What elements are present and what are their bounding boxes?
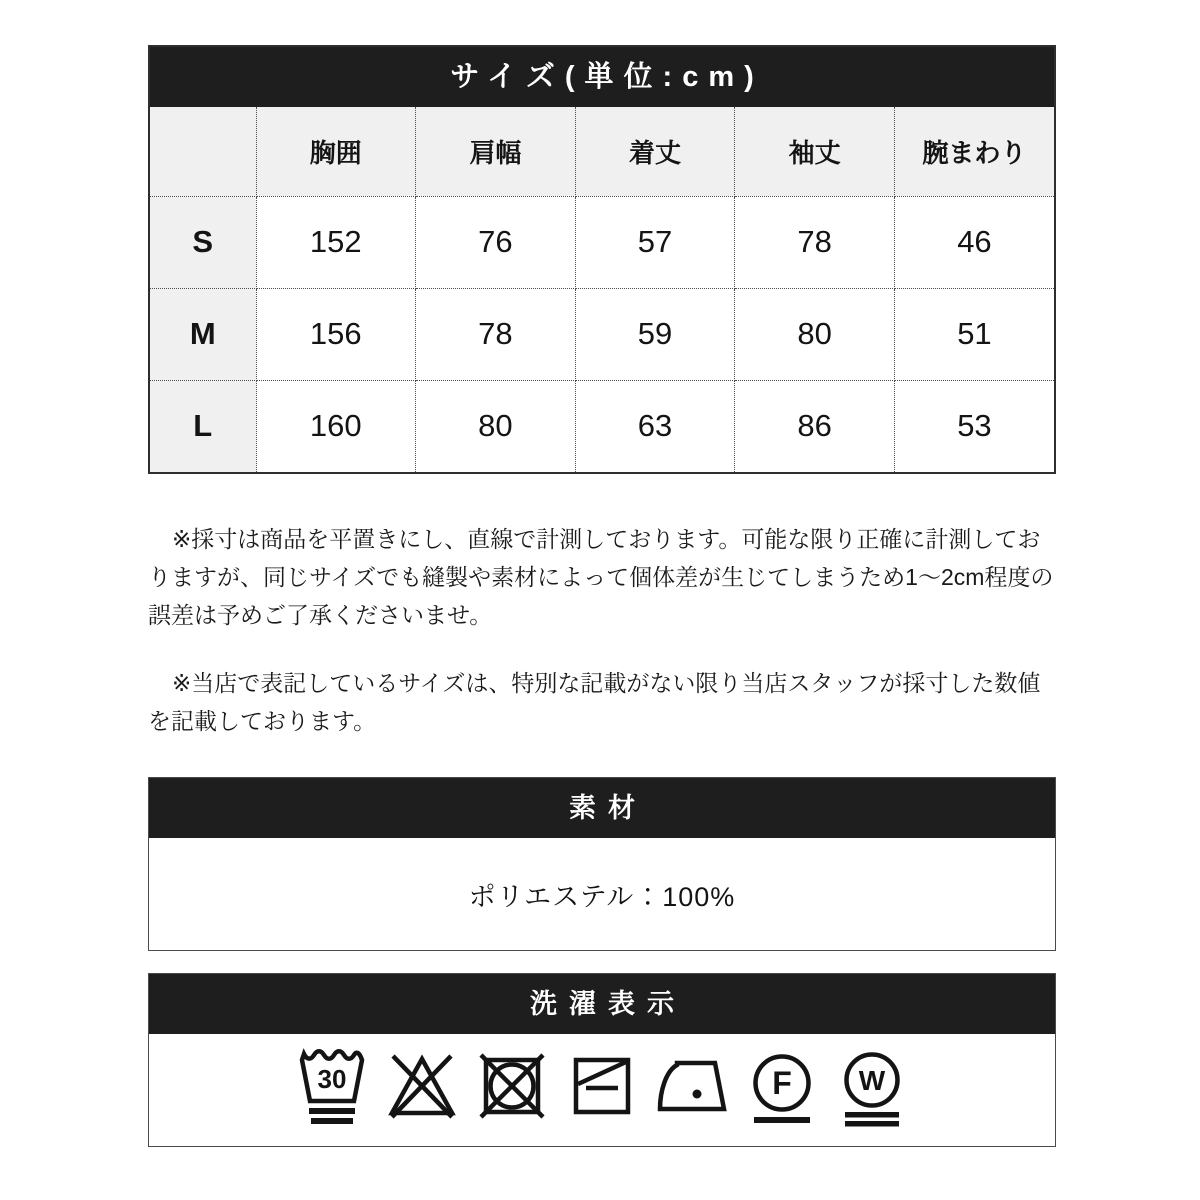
size-table-section <box>148 45 1056 474</box>
note-staff-measured: ※当店で表記しているサイズは、特別な記載がない限り当店スタッフが採寸した数値を記載しております。 <box>148 670 1041 734</box>
flat-dry-shade-icon <box>566 1047 638 1133</box>
size-label-m: M <box>150 288 256 380</box>
product-spec-page <box>148 0 1056 1147</box>
wash-30-icon <box>296 1047 368 1133</box>
cell-value: 59 <box>575 288 735 380</box>
table-row-l <box>150 380 1054 472</box>
cell-value: 78 <box>735 196 895 288</box>
size-table-header-row <box>150 107 1054 196</box>
material-title: 素材 <box>149 778 1055 838</box>
corner-cell <box>150 107 256 196</box>
cell-value: 63 <box>575 380 735 472</box>
cell-value: 57 <box>575 196 735 288</box>
material-section <box>148 777 1056 951</box>
cell-value: 152 <box>256 196 416 288</box>
size-label-s: S <box>150 196 256 288</box>
size-table <box>150 107 1054 472</box>
column-header-shoulder: 肩幅 <box>416 107 576 196</box>
column-header-chest: 胸囲 <box>256 107 416 196</box>
care-icons-row <box>149 1034 1055 1146</box>
size-table-title: サイズ(単位:cm) <box>150 47 1054 107</box>
cell-value: 80 <box>416 380 576 472</box>
measurement-notes <box>148 520 1056 740</box>
wet-clean-w-icon <box>836 1047 908 1133</box>
cell-value: 78 <box>416 288 576 380</box>
cell-value: 80 <box>735 288 895 380</box>
svg-text:F: F <box>772 1065 792 1101</box>
column-header-arm: 腕まわり <box>894 107 1054 196</box>
svg-text:W: W <box>858 1065 886 1096</box>
size-label-l: L <box>150 380 256 472</box>
material-value: ポリエステル：100% <box>468 881 736 912</box>
iron-low-icon <box>656 1047 728 1133</box>
column-header-length: 着丈 <box>575 107 735 196</box>
cell-value: 51 <box>894 288 1054 380</box>
dry-clean-f-icon <box>746 1047 818 1133</box>
cell-value: 160 <box>256 380 416 472</box>
note-measurement-method: ※採寸は商品を平置きにし、直線で計測しております。可能な限り正確に計測しておりますが、同じサイズでも縫製や素材によって個体差が生じてしまうため1〜2cm程度の誤差は予めご了承くださいませ。 <box>148 526 1054 628</box>
washing-title: 洗濯表示 <box>149 974 1055 1034</box>
column-header-sleeve: 袖丈 <box>735 107 895 196</box>
cell-value: 156 <box>256 288 416 380</box>
cell-value: 86 <box>735 380 895 472</box>
table-row-s <box>150 196 1054 288</box>
no-bleach-icon <box>386 1047 458 1133</box>
table-row-m <box>150 288 1054 380</box>
cell-value: 76 <box>416 196 576 288</box>
cell-value: 46 <box>894 196 1054 288</box>
cell-value: 53 <box>894 380 1054 472</box>
svg-text:30: 30 <box>317 1064 347 1094</box>
washing-section <box>148 973 1056 1147</box>
no-tumble-dry-icon <box>476 1047 548 1133</box>
